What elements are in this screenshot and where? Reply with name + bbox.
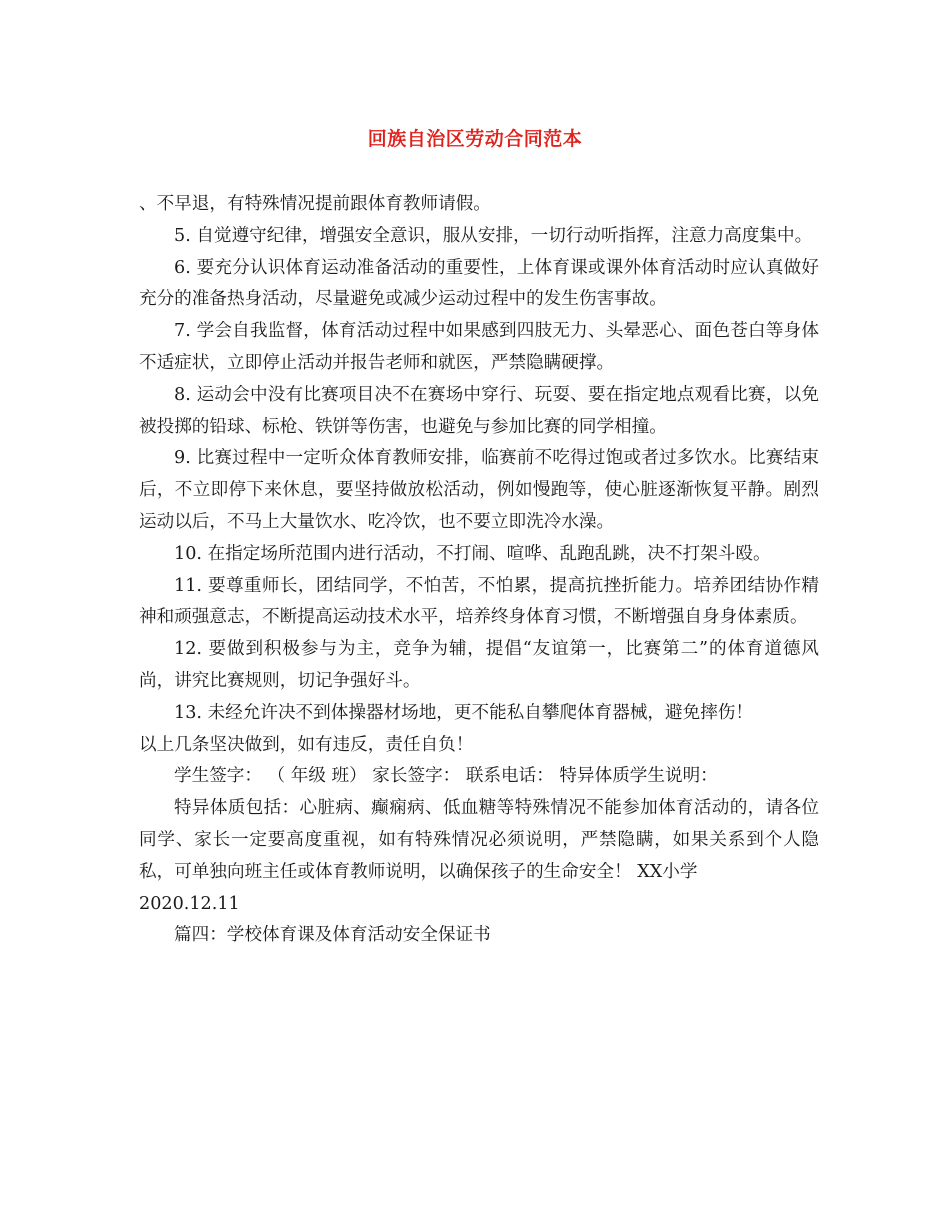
paragraph-item-8: 8. 运动会中没有比赛项目决不在赛场中穿行、玩耍、要在指定地点观看比赛，以免被投掷的铅球、标枪、铁饼等伤害，也避免与参加比赛的同学相撞。 <box>139 384 819 437</box>
document-date: 2020.12.11 <box>139 893 240 914</box>
signature-line: 学生签字： （ 年级 班） 家长签字： 联系电话： 特异体质学生说明： <box>174 766 718 787</box>
paragraph-item-5: 5. 自觉遵守纪律，增强安全意识，服从安排，一切行动听指挥，注意力高度集中。 <box>174 225 813 246</box>
paragraph: 、不早退，有特殊情况提前跟体育教师请假。 <box>139 194 491 214</box>
paragraph-item-12: 12. 要做到积极参与为主，竞争为辅，提倡“友谊第一，比赛第二”的体育道德风尚，讲究比赛规则，切记争强好斗。 <box>139 639 819 691</box>
paragraph-item-7: 7. 学会自我监督，体育活动过程中如果感到四肢无力、头晕恶心、面色苍白等身体不适症状，立即停止活动并报告老师和就医，严禁隐瞒硬撑。 <box>139 321 819 373</box>
paragraph-pledge: 以上几条坚决做到，如有违反，责任自负！ <box>139 734 474 755</box>
paragraph-special-condition: 特异体质包括：心脏病、癫痫病、低血糖等特殊情况不能参加体育活动的，请各位同学、家长一定要高度重视，如有特殊情况必须说明，严禁隐瞒，如果关系到个人隐私，可单独向班主任或体育教师说明，以确保孩子的生命安全！ XX小学 <box>139 798 819 882</box>
paragraph-item-9: 9. 比赛过程中一定听众体育教师安排，临赛前不吃得过饱或者过多饮水。比赛结束后，不立即停下来休息，要坚持做放松活动，例如慢跑等，使心脏逐渐恢复平静。剧烈运动以后，不马上大量饮水、吃冷饮，也不要立即洗冷水澡。 <box>139 448 819 532</box>
paragraph-item-13: 13. 未经允许决不到体操器材场地，更不能私自攀爬体育器械，避免摔伤！ <box>174 702 753 723</box>
paragraph-item-10: 10. 在指定场所范围内进行活动，不打闹、喧哗、乱跑乱跳，决不打架斗殴。 <box>174 543 771 564</box>
section-heading: 篇四：学校体育课及体育活动安全保证书 <box>174 925 491 946</box>
paragraph-item-6: 6. 要充分认识体育运动准备活动的重要性，上体育课或课外体育活动时应认真做好充分的准备热身活动，尽量避免或减少运动过程中的发生伤害事故。 <box>139 257 819 310</box>
document-body <box>139 189 819 952</box>
paragraph-item-11: 11. 要尊重师长，团结同学，不怕苦，不怕累，提高抗挫折能力。培养团结协作精神和顽强意志，不断提高运动技术水平，培养终身体育习惯，不断增强自身身体素质。 <box>139 575 819 628</box>
document-title: 回族自治区劳动合同范本 <box>367 128 583 150</box>
